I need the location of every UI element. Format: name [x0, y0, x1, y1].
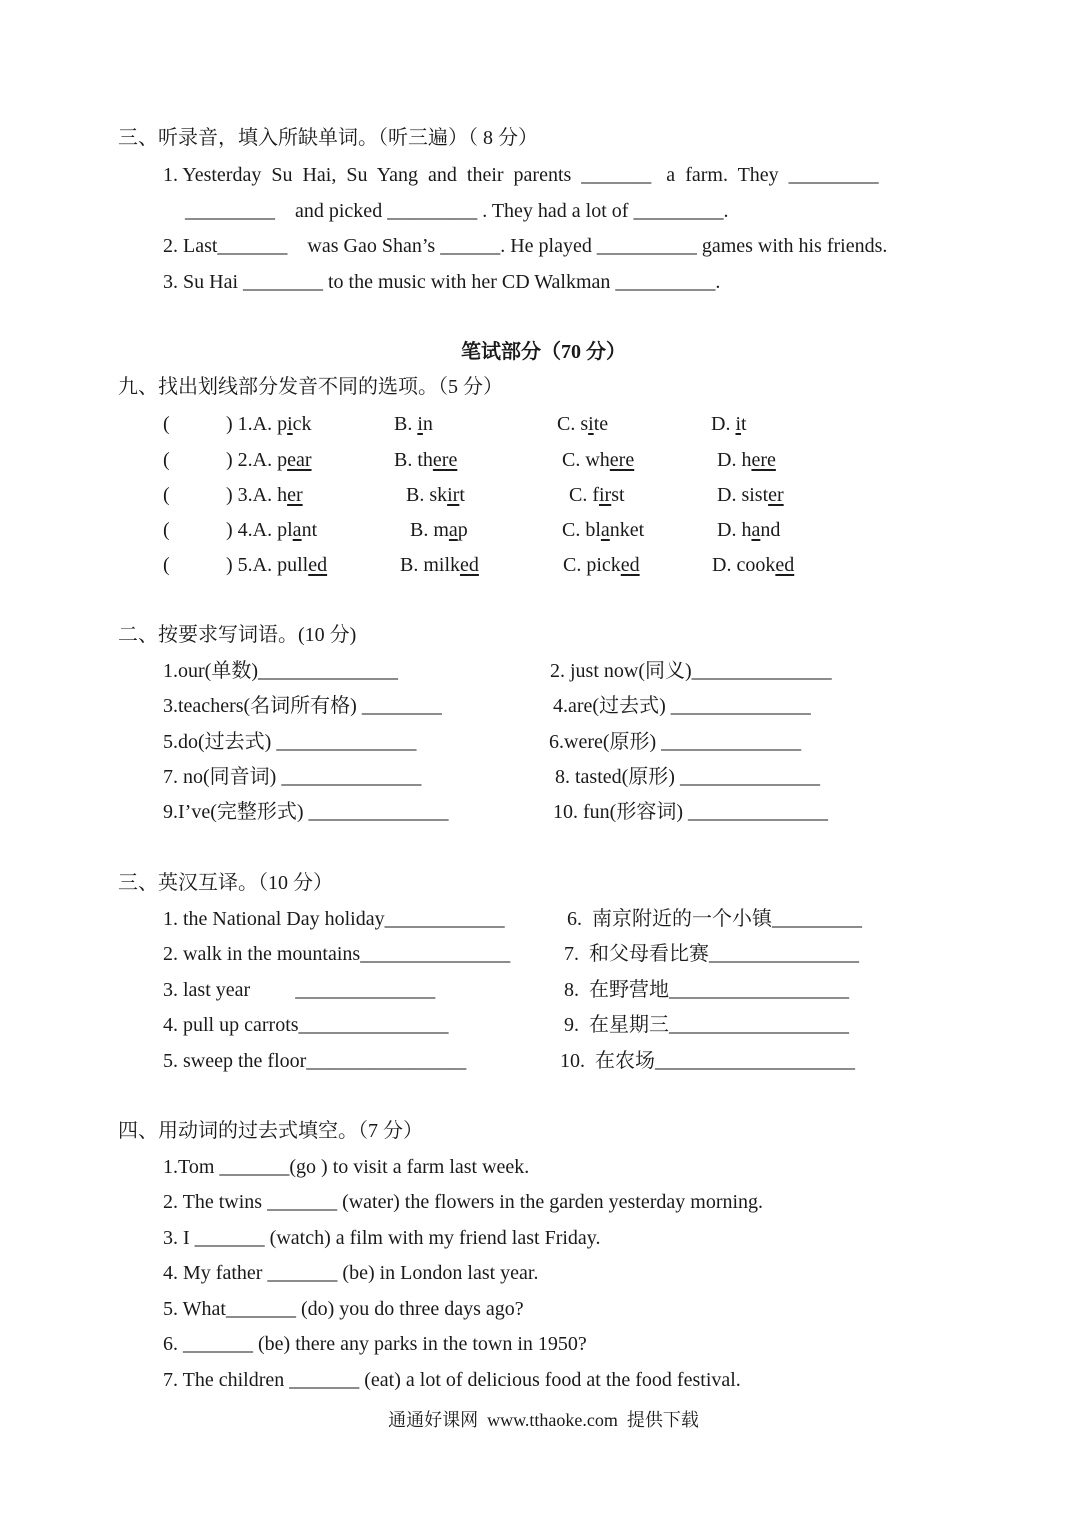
option-a — [226, 412, 312, 436]
option-a-text: ) 5.A. pull — [226, 554, 309, 576]
option-c-underlined: i — [588, 413, 594, 435]
option-b-text: B. m — [410, 519, 449, 541]
translate-item: 4. pull up carrots_______________ — [163, 1014, 449, 1036]
word-item: 8. tasted(原形) ______________ — [555, 766, 820, 788]
translate-item: 7. 和父母看比赛_______________ — [564, 943, 859, 965]
option-c-underlined: ed — [620, 554, 640, 576]
listen-heading: 三、听录音，填入所缺单词。（听三遍）（ 8 分） — [118, 127, 538, 149]
word-item: 4.are(过去式) ______________ — [553, 695, 811, 717]
past-item: 7. The children _______ (eat) a lot of delicious food at the food festival. — [163, 1369, 741, 1391]
option-b-text: t — [459, 484, 465, 506]
option-b-text: B. sk — [406, 484, 448, 506]
option-c-text: C. f — [569, 484, 599, 506]
option-d-underlined: ed — [775, 554, 795, 576]
option-b-underlined: ed — [460, 554, 479, 576]
option-d-text: nd — [760, 519, 781, 541]
option-c — [562, 448, 634, 472]
word-item: 3.teachers(名词所有格) ________ — [163, 695, 442, 717]
listen-line-2: 2. Last_______ was Gao Shan’s ______. He played __________ games with his friends. — [163, 235, 888, 257]
option-a-text: ) 1.A. — [226, 413, 278, 435]
word-item: 6.were(原形) ______________ — [549, 731, 802, 753]
word-item: 9.I’ve(完整形式) ______________ — [163, 801, 449, 823]
option-a — [226, 518, 317, 542]
translate-item: 10. 在农场____________________ — [560, 1050, 855, 1072]
option-c-underlined: a — [600, 519, 610, 541]
word-item: 2. just now(同义)______________ — [550, 660, 832, 682]
option-a-text: p — [277, 413, 288, 435]
word-item: 10. fun(形容词) ______________ — [553, 801, 828, 823]
option-a-text: ) 4.A. pl — [226, 519, 293, 541]
option-a-underlined: ear — [287, 449, 312, 471]
option-d — [712, 553, 794, 577]
option-d-text: D. — [711, 413, 736, 435]
option-c-underlined: ere — [609, 449, 635, 471]
option-d-underlined: i — [735, 413, 742, 435]
listen-line-3: 3. Su Hai ________ to the music with her CD Walkman __________. — [163, 271, 721, 293]
option-a-underlined: i — [287, 413, 293, 435]
option-b-underlined: i — [417, 413, 423, 435]
option-c-text: st — [611, 484, 625, 506]
option-b — [394, 448, 457, 472]
option-b — [410, 518, 468, 542]
option-b — [406, 483, 465, 507]
option-a — [226, 448, 312, 472]
option-d-text: D. h — [717, 519, 752, 541]
listen-line-1a: 1. Yesterday Su Hai, Su Yang and their parents _______ a farm. They _________ — [163, 164, 879, 186]
option-d — [717, 483, 784, 507]
option-b-text: B. — [394, 413, 418, 435]
past-item: 1.Tom _______(go ) to visit a farm last week. — [163, 1156, 530, 1178]
option-d — [717, 518, 780, 542]
option-d-text: D. cook — [712, 554, 776, 576]
option-c-text: C. bl — [562, 519, 601, 541]
option-c-text: C. wh — [562, 449, 610, 471]
answer-paren: ( — [163, 413, 170, 435]
translate-item: 8. 在野营地__________________ — [564, 979, 849, 1001]
translate-item: 2. walk in the mountains_______________ — [163, 943, 511, 965]
option-c — [557, 412, 608, 436]
option-b-underlined: a — [448, 519, 458, 541]
translate-item: 3. last year ______________ — [163, 979, 436, 1001]
word-item: 1.our(单数)______________ — [163, 660, 398, 682]
option-c — [563, 553, 640, 577]
option-b-underlined: ere — [432, 449, 458, 471]
option-b-text: p — [457, 519, 468, 541]
past-item: 4. My father _______ (be) in London last year. — [163, 1262, 539, 1284]
translate-item: 9. 在星期三__________________ — [564, 1014, 849, 1036]
option-d — [717, 448, 776, 472]
option-b-text: B. th — [394, 449, 433, 471]
option-c-underlined: ir — [599, 484, 612, 506]
option-a — [226, 553, 327, 577]
words-heading: 二、按要求写词语。(10 分) — [118, 624, 357, 646]
answer-paren: ( — [163, 519, 170, 541]
option-b-text: B. milk — [400, 554, 461, 576]
option-d-text: D. h — [717, 449, 752, 471]
option-d-text: t — [741, 413, 747, 435]
option-a-underlined: a — [292, 519, 302, 541]
listen-line-1b: _________ and picked _________ . They had a lot of _________. — [185, 200, 729, 222]
past-item: 2. The twins _______ (water) the flowers in the garden yesterday morning. — [163, 1191, 764, 1213]
option-a-text: ) 2.A. p — [226, 449, 288, 471]
option-c-text: te — [593, 413, 609, 435]
option-d-text: D. sist — [717, 484, 769, 506]
translate-item: 5. sweep the floor________________ — [163, 1050, 467, 1072]
option-b — [400, 553, 479, 577]
option-d-underlined: a — [751, 519, 761, 541]
option-d-underlined: ere — [751, 449, 776, 471]
word-item: 7. no(同音词) ______________ — [163, 766, 422, 788]
page-footer: 通通好课网 www.tthaoke.com 提供下载 — [388, 1410, 699, 1430]
past-item: 6. _______ (be) there any parks in the town in 1950? — [163, 1333, 587, 1355]
option-a-underlined: ed — [308, 554, 328, 576]
option-b-text: n — [422, 413, 433, 435]
written-section-title: 笔试部分（70 分） — [461, 341, 626, 363]
translate-heading: 三、英汉互译。（10 分） — [118, 872, 333, 894]
option-c — [569, 483, 625, 507]
option-a-underlined: er — [287, 484, 303, 506]
pron-heading: 九、找出划线部分发音不同的选项。（5 分） — [118, 376, 503, 398]
option-b — [394, 412, 433, 436]
option-c-text: C. s — [557, 413, 589, 435]
translate-item: 6. 南京附近的一个小镇_________ — [567, 908, 862, 930]
option-a-text: ck — [292, 413, 312, 435]
word-item: 5.do(过去式) ______________ — [163, 731, 417, 753]
option-c — [562, 518, 644, 542]
option-a-text: ) 3.A. h — [226, 484, 288, 506]
option-d — [711, 412, 747, 436]
option-a-text: nt — [301, 519, 318, 541]
translate-item: 1. the National Day holiday____________ — [163, 908, 505, 930]
answer-paren: ( — [163, 484, 170, 506]
answer-paren: ( — [163, 554, 170, 576]
answer-paren: ( — [163, 449, 170, 471]
past-item: 3. I _______ (watch) a film with my friend last Friday. — [163, 1227, 601, 1249]
option-b-underlined: ir — [447, 484, 460, 506]
past-heading: 四、用动词的过去式填空。（7 分） — [118, 1120, 423, 1142]
option-c-text: nket — [609, 519, 645, 541]
option-c-text: C. pick — [563, 554, 621, 576]
option-d-underlined: er — [768, 484, 784, 506]
option-a — [226, 483, 303, 507]
past-item: 5. What_______ (do) you do three days ago? — [163, 1298, 524, 1320]
